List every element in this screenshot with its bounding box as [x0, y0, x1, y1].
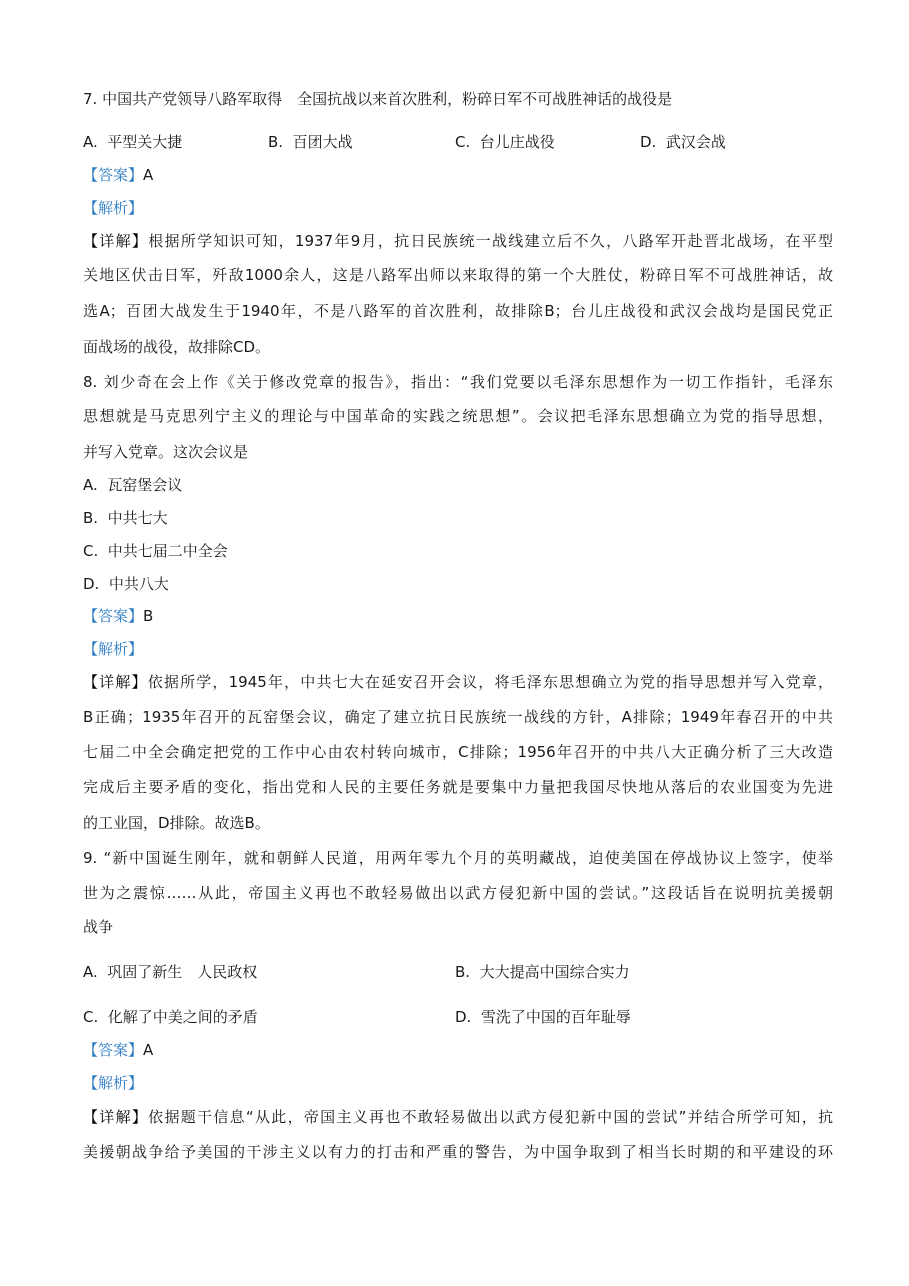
question-7-detail-line: 选A；百团大战发生于1940年，不是八路军的首次胜利，故排除B；台儿庄战役和武汉会战均是国民党正	[83, 302, 833, 320]
question-9-option-b: B. 大大提高中国综合实力	[455, 963, 630, 981]
question-8-detail-line: B正确；1935年召开的瓦窑堡会议，确定了建立抗日民族统一战线的方针，A排除；1949年春召开的中共	[83, 708, 833, 726]
question-7-option-d: D. 武汉会战	[640, 133, 726, 151]
question-8-option-b: B. 中共七大	[83, 509, 168, 527]
question-7-detail-line: 关地区伏击日军，歼敌1000余人，这是八路军出师以来取得的第一个大胜仗，粉碎日军不可战胜神话，故	[83, 266, 833, 284]
question-9-detail-line: 【详解】依据题干信息“从此，帝国主义再也不敢轻易做出以武方侵犯新中国的尝试”并结合所学可知，抗	[83, 1108, 833, 1126]
question-8-detail-line: 的工业国，D排除。故选B。	[83, 814, 270, 832]
question-8-option-c: C. 中共七届二中全会	[83, 542, 228, 560]
detail-tag: 【详解】	[83, 673, 148, 691]
question-8-answer: 【答案】B	[83, 607, 154, 625]
question-9-stem-line: 世为之震惊……从此，帝国主义再也不敢轻易做出以武方侵犯新中国的尝试。”这段话旨在说明抗美援朝	[83, 884, 833, 902]
question-9-option-a: A. 巩固了新生 人民政权	[83, 963, 258, 981]
question-8-stem-line: 并写入党章。这次会议是	[83, 443, 249, 461]
question-7-answer: 【答案】A	[83, 166, 154, 184]
question-9-analysis-tag: 【解析】	[83, 1074, 144, 1092]
question-7-analysis-tag: 【解析】	[83, 199, 144, 217]
question-7-option-c: C. 台儿庄战役	[455, 133, 555, 151]
question-8-stem-line: 思想就是马克思列宁主义的理论与中国革命的实践之统思想”。会议把毛泽东思想确立为党的指导思想，	[83, 407, 833, 425]
question-9-stem-line: 9. “新中国诞生刚年，就和朝鲜人民道，用两年零九个月的英明藏战，迫使美国在停战协议上签字，使举	[83, 849, 833, 867]
question-9-option-d: D. 雪洗了中国的百年耻辱	[455, 1008, 631, 1026]
question-7-detail-line: 面战场的战役，故排除CD。	[83, 338, 271, 356]
question-8-stem-line: 8. 刘少奇在会上作《关于修改党章的报告》，指出：“我们党要以毛泽东思想作为一切工作指针，毛泽东	[83, 373, 833, 391]
question-7-option-a: A. 平型关大捷	[83, 133, 183, 151]
question-8-detail-line: 【详解】依据所学，1945年，中共七大在延安召开会议，将毛泽东思想确立为党的指导思想并写入党章，	[83, 673, 833, 691]
question-9-answer: 【答案】A	[83, 1041, 154, 1059]
question-8-option-a: A. 瓦窑堡会议	[83, 476, 183, 494]
question-7-option-b: B. 百团大战	[268, 133, 353, 151]
question-9-detail-line: 美援朝战争给予美国的干涉主义以有力的打击和严重的警告，为中国争取到了相当长时期的和平建设的环	[83, 1143, 833, 1161]
question-9-stem-line: 战争	[83, 918, 114, 936]
question-8-analysis-tag: 【解析】	[83, 640, 144, 658]
detail-tag: 【详解】	[83, 1108, 149, 1126]
question-9-option-c: C. 化解了中美之间的矛盾	[83, 1008, 258, 1026]
question-7-detail-line: 【详解】根据所学知识可知，1937年9月，抗日民族统一战线建立后不久，八路军开赴晋北战场，在平型	[83, 232, 833, 250]
question-8-option-d: D. 中共八大	[83, 575, 169, 593]
question-8-detail-line: 七届二中全会确定把党的工作中心由农村转向城市，C排除；1956年召开的中共八大正确分析了三大改造	[83, 743, 833, 761]
detail-tag: 【详解】	[83, 232, 149, 250]
question-8-detail-line: 完成后主要矛盾的变化，指出党和人民的主要任务就是要集中力量把我国尽快地从落后的农业国变为先进	[83, 778, 833, 796]
question-7-stem: 7. 中国共产党领导八路军取得 全国抗战以来首次胜利，粉碎日军不可战胜神话的战役是	[83, 90, 673, 108]
